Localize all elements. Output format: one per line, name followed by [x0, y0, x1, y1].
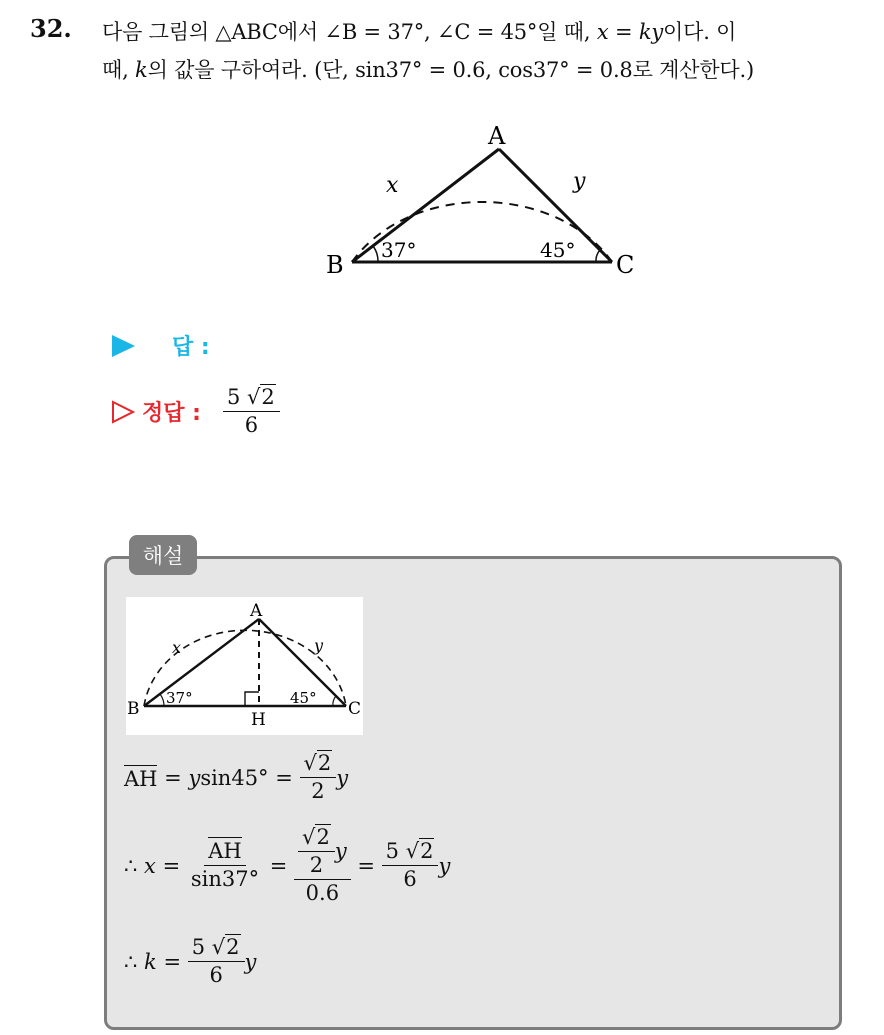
question-text: 의 값을 구하여라. (단, sin37° = 0.6, cos37° = 0.8로 계산한다.): [147, 58, 754, 82]
denominator: 2: [311, 779, 325, 804]
var-x: x: [144, 853, 156, 878]
coef: 5: [226, 385, 241, 409]
angle-arc-C: [596, 250, 600, 262]
var-y: y: [188, 765, 201, 790]
fraction-5sqrt2-over-6: $\frac{5 √2}{6}$: [188, 936, 245, 987]
fraction-5sqrt2-over-6: $\frac{5 √2}{6}$: [382, 840, 439, 891]
side-AB: [352, 149, 499, 262]
denominator: sin37°: [190, 867, 260, 892]
denominator: 0.6: [305, 881, 340, 906]
angle-C-label: 45°: [290, 689, 317, 707]
angle-B-label: 37°: [166, 689, 193, 707]
question-number: 32.: [30, 14, 72, 43]
solution-line-3: [124, 936, 256, 987]
var-x: x: [596, 20, 609, 44]
denominator: 2: [309, 853, 324, 878]
radicand: 2: [420, 839, 434, 864]
var-k: k: [135, 58, 148, 82]
vertex-C: C: [348, 699, 362, 719]
radicand: 2: [316, 825, 330, 849]
angle-C-label: 45°: [540, 238, 576, 262]
radicand: 2: [317, 751, 332, 775]
radicand: 2: [261, 385, 275, 409]
answer-label: 답 :: [172, 335, 210, 360]
question-text: 다음 그림의 △ABC에서 ∠B = 37°, ∠C = 45°일 때,: [102, 20, 597, 44]
fraction-sqrt2-over-2: $\frac{√2}{2}$: [300, 752, 337, 803]
var-k: k: [144, 949, 157, 974]
angle-arc-B: [373, 246, 378, 262]
solution-tag: 해설: [129, 535, 197, 575]
coef: 5: [385, 839, 400, 864]
question-text: 이다. 이: [663, 20, 737, 44]
question-text: 때,: [102, 58, 136, 82]
vertex-C: C: [616, 251, 635, 279]
question-line-1: [102, 16, 736, 46]
sin-term: sin45° =: [200, 765, 300, 790]
coef: 5: [191, 935, 206, 959]
equals: =: [157, 765, 189, 790]
equals: =: [263, 853, 295, 878]
vertex-B: B: [127, 699, 140, 719]
var-y: y: [336, 765, 349, 790]
compound-fraction: [294, 826, 351, 905]
var-y: y: [651, 20, 664, 44]
triangle-figure: [318, 116, 635, 286]
vertex-A: A: [250, 601, 263, 621]
question-line-2: [102, 54, 754, 84]
solution-figure: [126, 597, 363, 735]
denominator: 6: [244, 413, 259, 438]
equals: =: [350, 853, 382, 878]
denominator: 6: [403, 867, 417, 892]
equals: =: [155, 853, 187, 878]
foot-H: H: [251, 710, 266, 730]
var-y: y: [244, 949, 257, 974]
therefore-symbol: ∴: [124, 853, 145, 878]
label-x: x: [386, 173, 399, 198]
segment-AH: AH: [124, 766, 158, 791]
answer-row: [110, 330, 210, 361]
radicand: 2: [226, 935, 240, 959]
var-k: k: [638, 20, 652, 44]
denominator: 6: [209, 963, 223, 988]
label-y: y: [573, 169, 586, 194]
fraction-AH-over-sin37: [187, 840, 263, 891]
correct-fraction: $\frac{5 √2}{6}$: [223, 386, 280, 437]
vertex-B: B: [326, 251, 344, 279]
angle-B-label: 37°: [381, 238, 417, 262]
correct-label: 정답 :: [142, 401, 201, 427]
segment-AH: AH: [208, 839, 242, 864]
therefore-symbol: ∴: [124, 949, 145, 974]
correct-answer-row: [110, 386, 280, 437]
solution-line-1: [124, 752, 348, 803]
play-icon: [110, 334, 136, 358]
solution-line-2: [124, 826, 450, 905]
equals: =: [608, 20, 639, 44]
var-y: y: [438, 853, 451, 878]
inner-fraction: $\frac{√2}{2}$: [298, 826, 335, 877]
vertex-A: A: [488, 122, 506, 150]
triangle-outline-icon: [110, 400, 136, 424]
label-y: y: [314, 636, 324, 655]
var-y: y: [334, 839, 347, 864]
equals: =: [156, 949, 188, 974]
label-x: x: [172, 638, 182, 657]
